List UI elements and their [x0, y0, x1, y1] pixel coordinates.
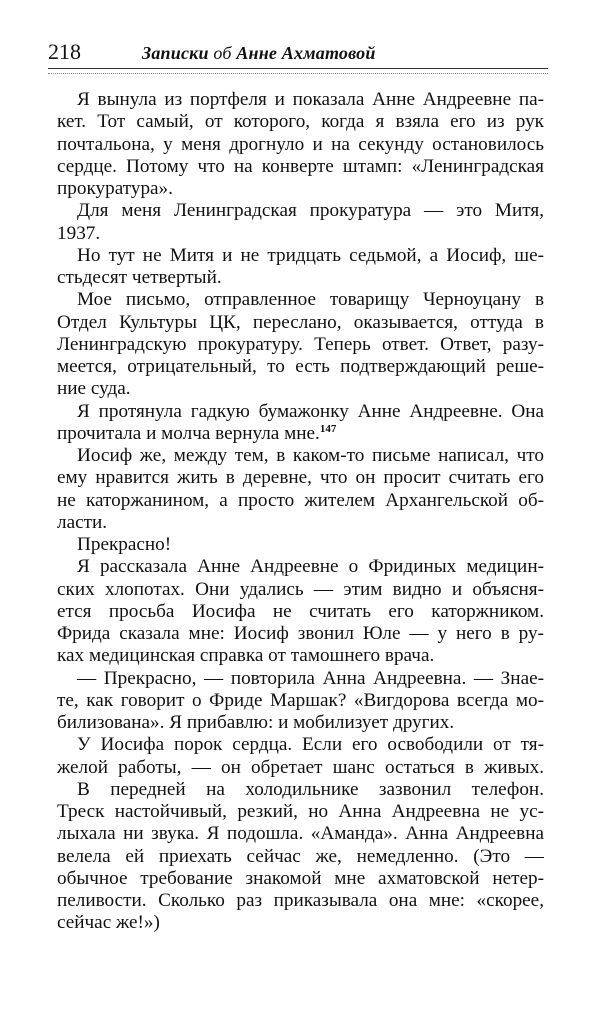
text-line — [57, 223, 544, 245]
text-line-content: почтальона, у меня дрогнуло и на секунду остановилось — [57, 133, 544, 155]
text-line — [57, 757, 544, 779]
running-header — [48, 40, 548, 64]
text-line — [57, 111, 544, 133]
text-line — [57, 334, 544, 356]
text-line — [57, 734, 544, 756]
text-line — [57, 289, 544, 311]
text-line-content: У Иосифа порок сердца. Если его освободили от тя- — [77, 734, 544, 756]
footnote-marker: 147 — [319, 422, 337, 435]
text-line — [57, 534, 544, 556]
text-line-content: Для меня Ленинградская прокуратура — это Митя, — [77, 200, 544, 222]
text-line-content: ласти. — [57, 511, 108, 533]
body-text — [57, 89, 544, 935]
text-line — [57, 645, 544, 667]
text-line — [57, 712, 544, 734]
text-line — [57, 512, 544, 534]
running-title-part: Записки — [142, 43, 209, 63]
text-line — [57, 89, 544, 111]
text-line — [57, 467, 544, 489]
text-line — [57, 312, 544, 334]
text-line — [57, 868, 544, 890]
text-line-content: не каторжанином, а просто жителем Архангельской об- — [57, 489, 544, 511]
text-line — [57, 200, 544, 222]
text-line-content: ему нравится жить в деревне, что он просит считать его — [57, 467, 544, 489]
running-title — [142, 42, 376, 64]
text-line — [57, 401, 544, 423]
text-line-content: — Прекрасно, — повторила Анна Андреевна. — Знае- — [77, 667, 544, 689]
text-line — [57, 134, 544, 156]
text-line-content: стьдесят четвертый. — [57, 267, 222, 288]
running-title-part: Анне Ахматовой — [236, 43, 376, 63]
text-line-content: ских хлопотах. Они удались — этим видно и объясня- — [57, 578, 544, 600]
text-line — [57, 601, 544, 623]
text-line — [57, 623, 544, 645]
text-line-content: Но тут не Митя и не тридцать седьмой, а Иосиф, ше- — [77, 244, 544, 266]
text-line-content: 1937. — [57, 222, 101, 244]
text-line-content: пеливости. Сколько раз приказывала она мне: «скорее, — [57, 890, 544, 911]
text-line-content: сердце. Потому что на конверте штамп: «Ленинградская — [57, 155, 544, 177]
text-line — [57, 690, 544, 712]
text-line-content: Иосиф же, между тем, в каком-то письме написал, что — [77, 445, 544, 466]
text-line-content: те, как говорит о Фриде Маршак? «Вигдорова всегда мо- — [57, 689, 544, 711]
text-line — [57, 490, 544, 512]
text-line — [57, 668, 544, 690]
text-line-content: Прекрасно! — [77, 534, 172, 555]
header-rule-dotted — [48, 73, 548, 74]
page-number: 218 — [48, 39, 81, 64]
text-line-content: Я рассказала Анне Андреевне о Фридиных медицин- — [77, 556, 544, 578]
text-line-content: ках медицинская справка от тамошнего врача. — [57, 645, 435, 667]
text-line-content: прокуратура». — [57, 178, 173, 199]
text-line — [57, 445, 544, 467]
text-line — [57, 823, 544, 845]
text-line — [57, 378, 544, 400]
text-line — [57, 579, 544, 601]
text-line-content: Мое письмо, отправленное товарищу Черноуцану в — [77, 289, 544, 311]
text-line-content: сейчас же!») — [57, 912, 160, 934]
text-line-content: В передней на холодильнике зазвонил телефон. — [77, 778, 544, 800]
text-line — [57, 779, 544, 801]
text-line-content: прочитала и молча вернула мне. — [57, 422, 320, 444]
text-line-content: Ленинградскую прокуратуру. Теперь ответ. Ответ, разу- — [57, 333, 544, 355]
text-line-content: билизована». Я прибавлю: и мобилизует других. — [57, 712, 455, 733]
text-line — [57, 178, 544, 200]
text-line-content: обычное требование знакомой мне ахматовской нетер- — [57, 867, 544, 889]
text-line — [57, 846, 544, 868]
text-line — [57, 245, 544, 267]
text-line-content: меется, отрицательный, то есть подтверждающий реше- — [57, 356, 544, 377]
text-line-content: Я вынула из портфеля и показала Анне Андреевне па- — [77, 89, 544, 110]
text-line-content: Фрида сказала мне: Иосиф звонил Юле — у него в ру- — [57, 623, 544, 644]
text-line-content: ется просьба Иосифа не считать его каторжником. — [57, 600, 544, 622]
text-line-content: кет. Тот самый, от которого, когда я взяла его из рук — [57, 111, 544, 133]
text-line — [57, 801, 544, 823]
header-rule — [48, 68, 548, 69]
text-line — [57, 356, 544, 378]
text-line — [57, 890, 544, 912]
text-line-content: Я протянула гадкую бумажонку Анне Андреевне. Она — [77, 400, 544, 422]
text-line-content: ние суда. — [57, 378, 131, 400]
text-line-content: велела ей приехать сейчас же, немедленно. (Это — — [57, 845, 544, 867]
text-line — [57, 423, 544, 445]
text-line — [57, 912, 544, 934]
text-line — [57, 556, 544, 578]
text-line — [57, 267, 544, 289]
text-line-content: Треск настойчивый, резкий, но Анна Андреевна не ус- — [57, 801, 544, 822]
text-line-content: желой работы, — он обретает шанс остаться в живых. — [57, 756, 544, 778]
text-line-content: лыхала ни звука. Я подошла. «Аманда». Анна Андреевна — [57, 823, 544, 845]
running-title-part: об — [213, 43, 232, 63]
text-line-content: Отдел Культуры ЦК, переслано, оказывается, оттуда в — [57, 311, 544, 333]
text-line — [57, 156, 544, 178]
